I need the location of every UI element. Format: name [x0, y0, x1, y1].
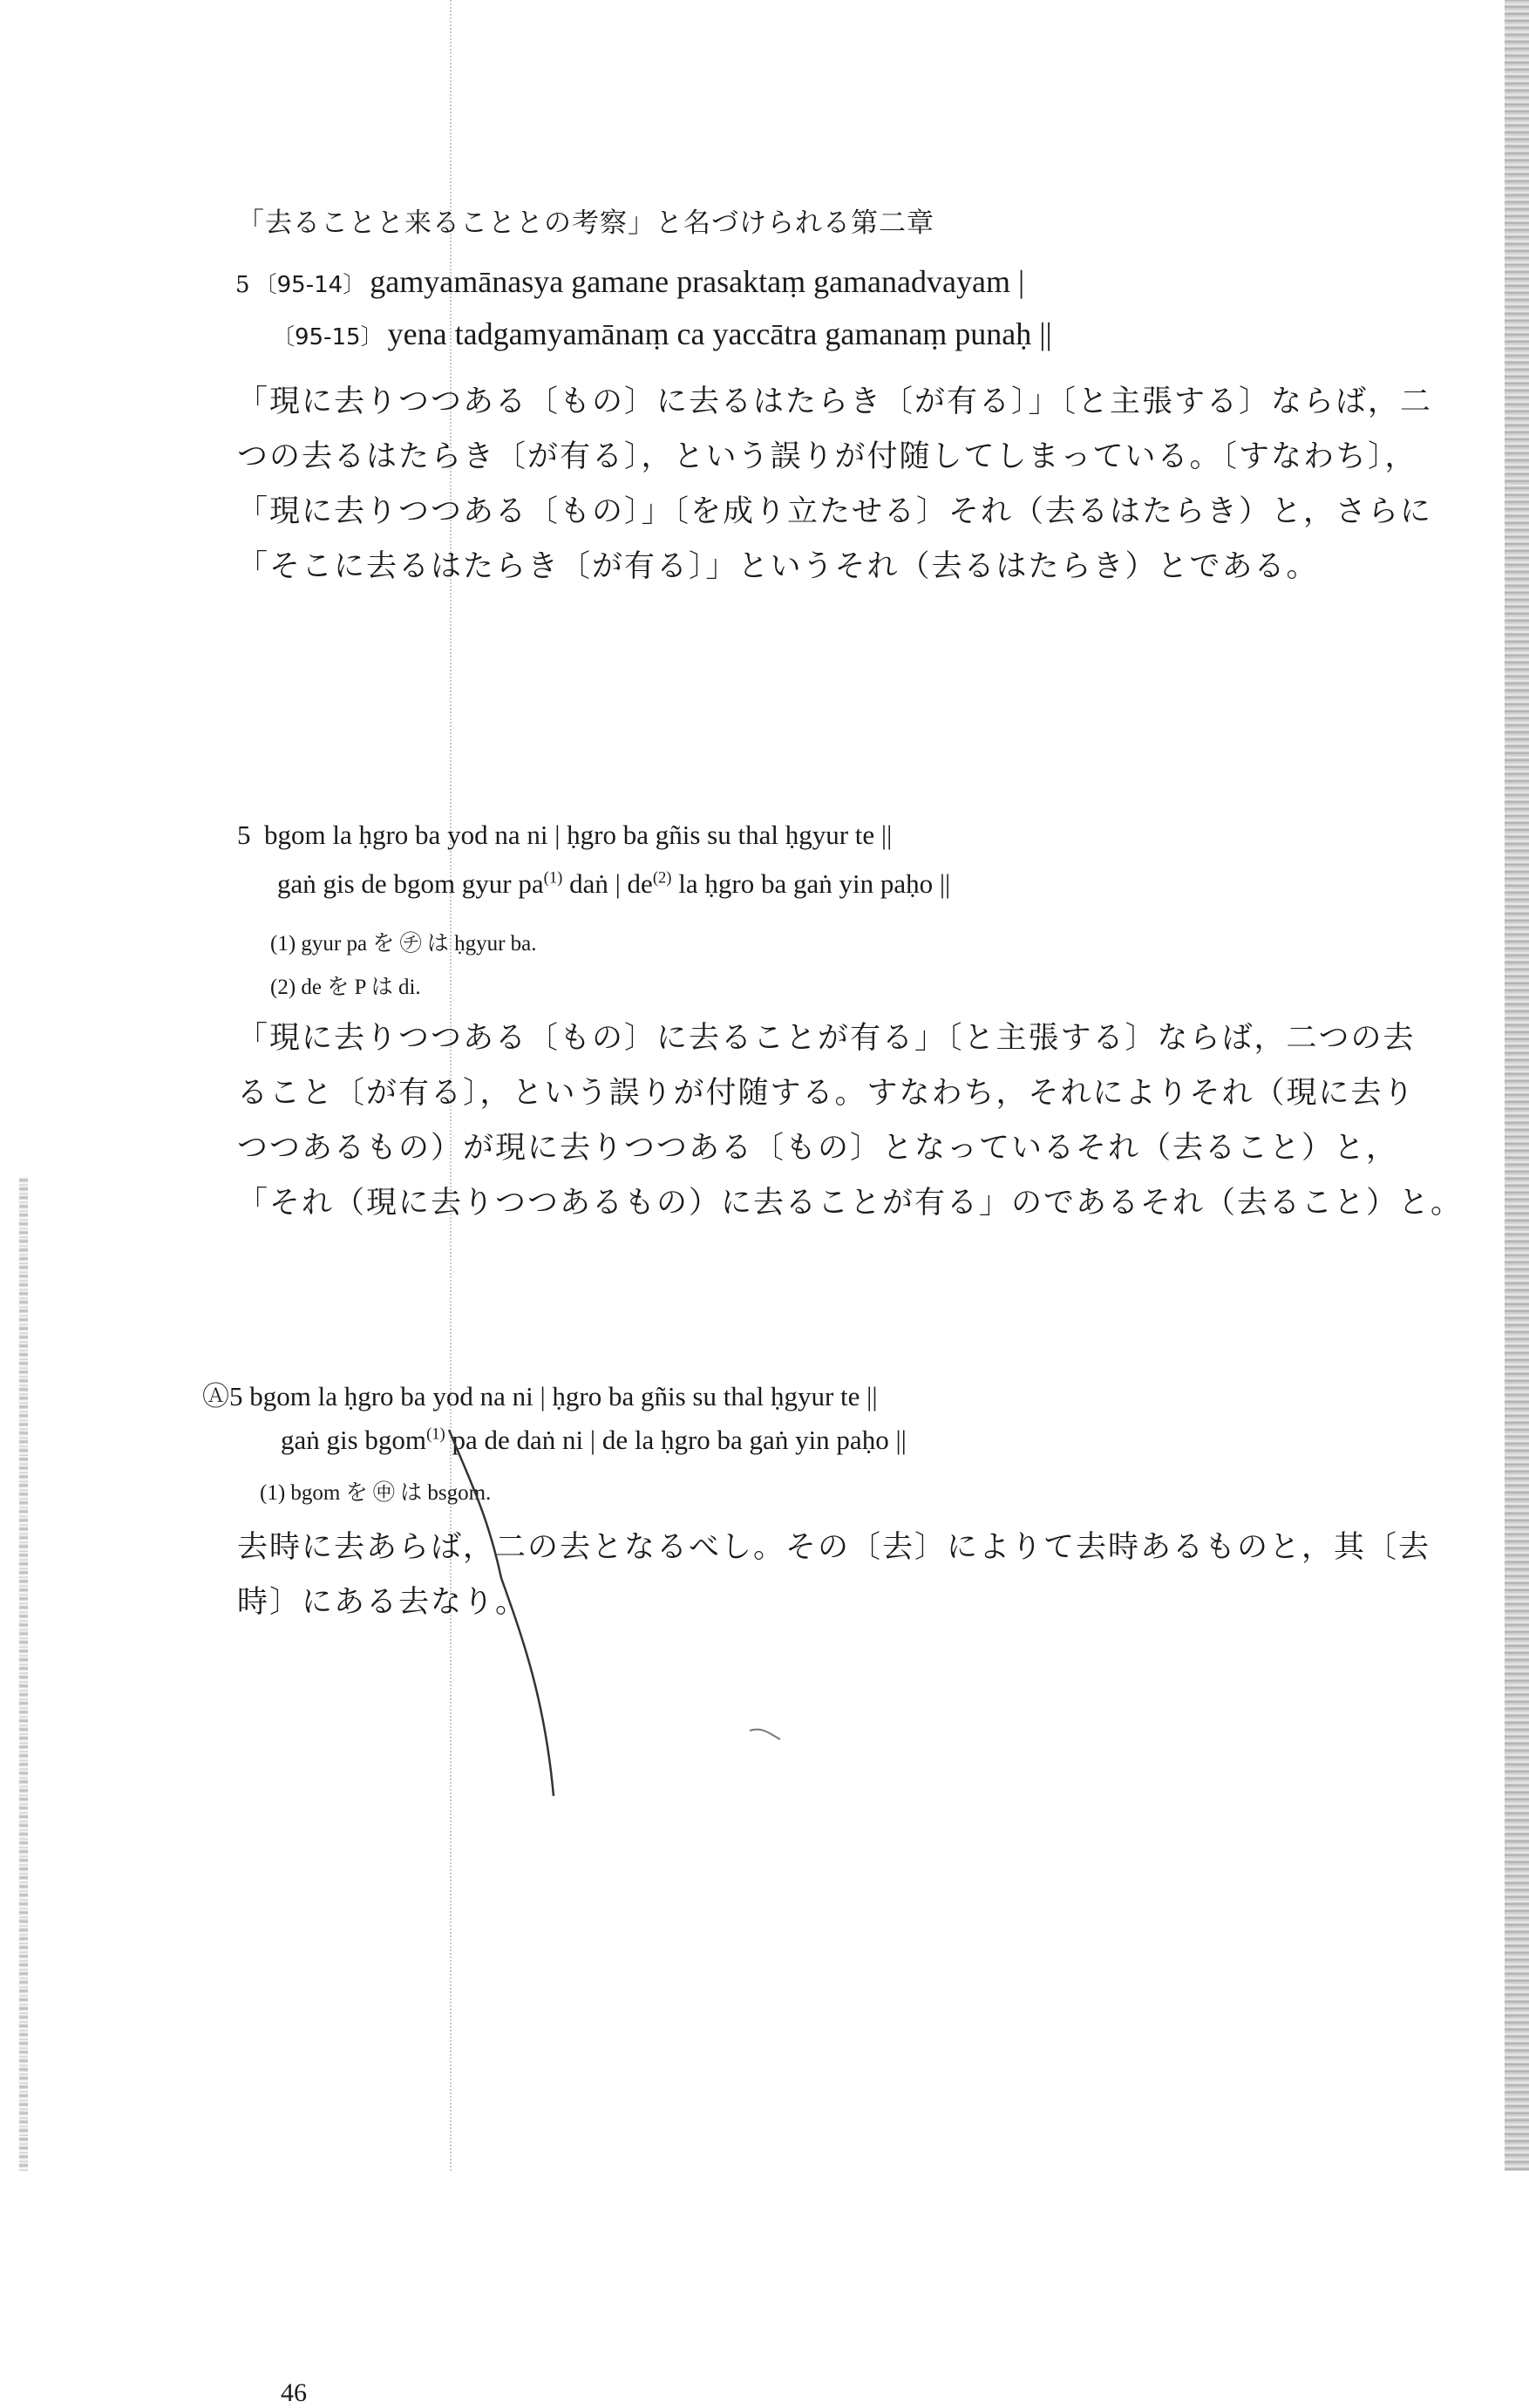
- sanskrit-ref-1: 〔95-14〕: [254, 272, 366, 298]
- sanskrit-verse-number: 5: [235, 272, 250, 298]
- footnote-marker-2: (2): [652, 868, 672, 888]
- page-number: 46: [281, 2378, 307, 2407]
- chinese-verse-label: Ⓐ5: [202, 1381, 243, 1411]
- translation-1-line-1: 「現に去りつつある〔もの〕に去るはたらき〔が有る〕」〔と主張する〕ならば，二: [237, 384, 1433, 419]
- kanbun-line-1: 去時に去あらば，二の去となるべし。その〔去〕によりて去時あるものと，其〔去: [237, 1530, 1431, 1565]
- kanbun-line-2: 時〕にある去なり。: [237, 1585, 528, 1620]
- translation-2-line-2: ること〔が有る〕，という誤りが付随する。すなわち，それによりそれ（現に去り: [237, 1076, 1416, 1111]
- tibetan-note-2: (2) de を P は di.: [270, 976, 421, 999]
- tibetan-line-2-part-c: la ḥgro ba gaṅ yin paḥo ||: [671, 868, 951, 899]
- chinese-note-1: (1) bgom を ㊥ は bsgom.: [260, 1481, 492, 1505]
- tibetan-line-2-part-a: gaṅ gis de bgom gyur pa: [277, 868, 544, 899]
- tibetan-line-1: bgom la ḥgro ba yod na ni | ḥgro ba gñis su thal ḥgyur te ||: [264, 820, 893, 850]
- sanskrit-ref-2: 〔95-15〕: [272, 324, 384, 350]
- sanskrit-line-2: yena tadgamyamānaṃ ca yaccātra gamanaṃ punaḥ ||: [387, 316, 1052, 351]
- chapter-title: 「去ることと来ることとの考察」と名づけられる第二章: [237, 207, 934, 239]
- tibetan-line-2-part-b: daṅ | de: [562, 868, 653, 899]
- footnote-marker-c1: (1): [426, 1425, 445, 1444]
- translation-2-line-4: 「それ（現に去りつつあるもの）に去ることが有る」のであるそれ（去ること）と。: [237, 1186, 1464, 1221]
- translation-1-line-4: 「そこに去るはたらき〔が有る〕」というそれ（去るはたらき）とである。: [237, 549, 1319, 584]
- translation-1-line-3: 「現に去りつつある〔もの〕」〔を成り立たせる〕それ（去るはたらき）と，さらに: [237, 494, 1433, 529]
- sanskrit-line-1: gamyamānasya gamane prasaktaṃ gamanadvayam |: [370, 264, 1025, 299]
- chinese-tibetan-line-2-part-b: pa de daṅ ni | de la ḥgro ba gaṅ yin paḥo ||: [445, 1425, 907, 1455]
- chinese-tibetan-line-2-part-a: gaṅ gis bgom: [281, 1425, 427, 1455]
- translation-1-line-2: つの去るはたらき〔が有る〕，という誤りが付随してしまっている。〔すなわち〕，: [237, 439, 1417, 474]
- footnote-marker-1: (1): [543, 868, 563, 888]
- tibetan-note-1: (1) gyur pa を ㋠ は ḥgyur ba.: [270, 932, 537, 956]
- translation-2-line-1: 「現に去りつつある〔もの〕に去ることが有る」〔と主張する〕ならば，二つの去: [237, 1021, 1416, 1056]
- tibetan-verse-number: 5: [237, 820, 251, 850]
- chinese-tibetan-line-1: bgom la ḥgro ba yod na ni | ḥgro ba gñis su thal ḥgyur te ||: [249, 1381, 878, 1411]
- translation-2-line-3: つつあるもの）が現に去りつつある〔もの〕となっているそれ（去ること）と，: [237, 1131, 1399, 1166]
